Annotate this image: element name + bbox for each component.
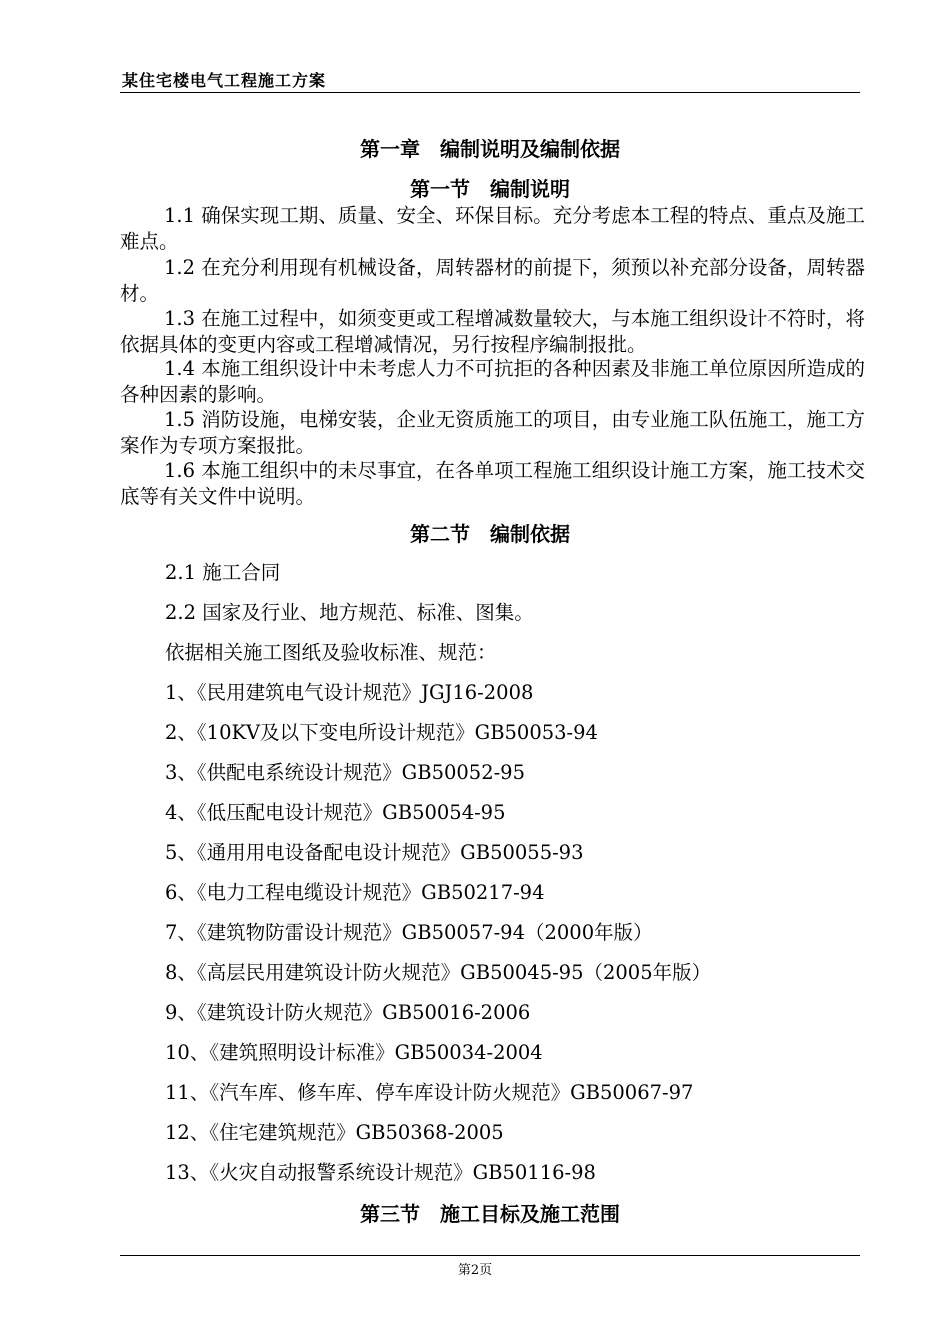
document-header-title: 某住宅楼电气工程施工方案: [122, 71, 327, 90]
footer-divider: [120, 1255, 860, 1256]
standard-item: 13、《火灾自动报警系统设计规范》GB50116-98: [165, 1161, 596, 1184]
paragraph-1-5: 1.5 消防设施，电梯安装，企业无资质施工的项目，由专业施工队伍施工，施工方案作为专项方案报批。: [120, 408, 865, 457]
standard-item: 3、《供配电系统设计规范》GB50052-95: [165, 761, 525, 784]
standard-item: 9、《建筑设计防火规范》GB50016-2006: [165, 1001, 531, 1024]
list-item: 2.1 施工合同: [165, 561, 281, 584]
section-1-title: 第一节 编制说明: [410, 177, 570, 201]
standard-item: 6、《电力工程电缆设计规范》GB50217-94: [165, 881, 545, 904]
paragraph-1-3: 1.3 在施工过程中，如须变更或工程增减数量较大，与本施工组织设计不符时，将依据具体的变更内容或工程增减情况，另行按程序编制报批。: [120, 307, 865, 356]
standard-item: 8、《高层民用建筑设计防火规范》GB50045-95（2005年版）: [165, 961, 712, 984]
standard-item: 4、《低压配电设计规范》GB50054-95: [165, 801, 506, 824]
list-item: 2.2 国家及行业、地方规范、标准、图集。: [165, 601, 534, 624]
section-3-title: 第三节 施工目标及施工范围: [360, 1202, 620, 1226]
standard-item: 5、《通用用电设备配电设计规范》GB50055-93: [165, 841, 584, 864]
header-divider: [120, 92, 860, 93]
paragraph-1-2: 1.2 在充分利用现有机械设备，周转器材的前提下，须预以补充部分设备，周转器材。: [120, 256, 865, 305]
paragraph-1-4: 1.4 本施工组织设计中未考虑人力不可抗拒的各种因素及非施工单位原因所造成的各种因素的影响。: [120, 357, 865, 406]
chapter-title: 第一章 编制说明及编制依据: [360, 137, 620, 161]
page-number: 第2页: [457, 1263, 493, 1278]
section-2-title: 第二节 编制依据: [410, 522, 570, 546]
standard-item: 10、《建筑照明设计标准》GB50034-2004: [165, 1041, 543, 1064]
standard-item: 7、《建筑物防雷设计规范》GB50057-94（2000年版）: [165, 921, 653, 944]
paragraph-1-1: 1.1 确保实现工期、质量、安全、环保目标。充分考虑本工程的特点、重点及施工难点。: [120, 204, 865, 253]
standard-item: 2、《10KV及以下变电所设计规范》GB50053-94: [165, 721, 598, 744]
list-item: 依据相关施工图纸及验收标准、规范：: [165, 641, 497, 664]
standard-item: 1、《民用建筑电气设计规范》JGJ16-2008: [165, 681, 534, 704]
standard-item: 12、《住宅建筑规范》GB50368-2005: [165, 1121, 504, 1144]
paragraph-1-6: 1.6 本施工组织中的未尽事宜，在各单项工程施工组织设计施工方案，施工技术交底等有关文件中说明。: [120, 459, 865, 508]
standard-item: 11、《汽车库、修车库、停车库设计防火规范》GB50067-97: [165, 1081, 694, 1104]
